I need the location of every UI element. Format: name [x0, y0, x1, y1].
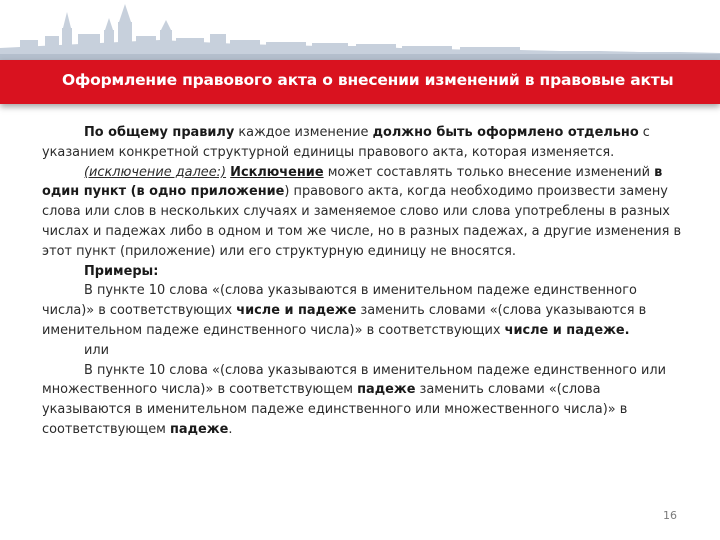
paragraph-exception [42, 163, 682, 262]
text: может составлять только внесение изменений [323, 164, 655, 180]
examples-label [42, 262, 682, 282]
bold-underlined-text: Исключение [230, 164, 324, 180]
italic-underlined-text: (исключение далее:) [84, 164, 227, 180]
city-skyline-graphic [0, 0, 720, 60]
example-2 [42, 361, 682, 440]
paragraph-general-rule [42, 123, 682, 163]
text: ) правового акта, когда необходимо произвести замену слова или слов в нескольких случаях и заменяемое слово или слова употреблены в разных числах и падежах либо в одном и том же числе, но в разных падежах, а другие изменения в этот пункт (приложение) или его структурную единицу не вносятся. [42, 184, 682, 259]
text: . [228, 421, 233, 437]
bold-text: падеже [169, 421, 229, 437]
bold-text: числе и падеже. [504, 322, 630, 338]
or-label: или [84, 342, 109, 358]
text: заменить словами «(слова указываются в именительном падеже единственного или множественного числа)» в соответствующем [42, 382, 628, 437]
example-1 [42, 281, 682, 340]
bold-text: в один пункт (в одно приложение [42, 164, 663, 200]
title-banner [0, 60, 720, 104]
slide-body [42, 123, 682, 440]
bold-text: падеже [357, 382, 416, 398]
text: с указанием конкретной структурной единицы правового акта, которая изменяется. [42, 125, 650, 160]
text: каждое изменение [234, 125, 373, 140]
bold-text: должно быть оформлено отдельно [372, 125, 639, 140]
bold-text: числе и падеже [236, 303, 357, 319]
page-number: 16 [663, 509, 677, 522]
slide-title: Оформление правового акта о внесении изменений в правовые акты [62, 71, 674, 89]
text: заменить словами «(слова указываются в именительном падеже единственного числа)» в соответствующих [42, 303, 647, 338]
bold-text: По общему правилу [84, 125, 235, 140]
text: В пункте 10 слова «(слова указываются в именительном падеже единственного числа)» в соответствующих [42, 283, 637, 319]
text: В пункте 10 слова «(слова указываются в именительном падеже единственного или множественного числа)» в соответствующем [42, 362, 666, 398]
bold-text: Примеры: [84, 263, 159, 279]
